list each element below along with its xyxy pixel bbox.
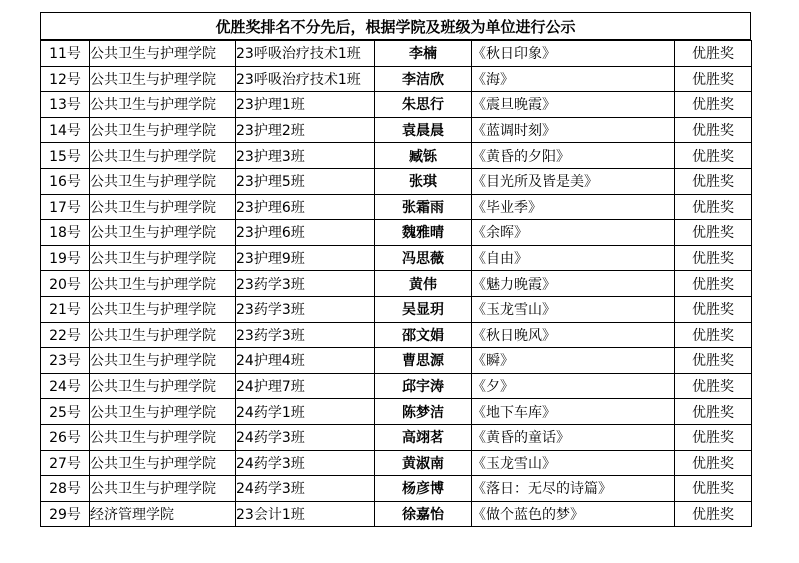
- award-cell: 优胜奖: [675, 296, 752, 322]
- table-row: [41, 245, 752, 271]
- work-title: 《玉龙雪山》: [472, 296, 675, 322]
- table-row: [41, 322, 752, 348]
- college-cell: 公共卫生与护理学院: [90, 322, 236, 348]
- class-cell: 23呼吸治疗技术1班: [236, 66, 375, 92]
- student-name: 张琪: [375, 168, 472, 194]
- student-name: 袁晨晨: [375, 117, 472, 143]
- entry-number: 26号: [41, 424, 90, 450]
- class-cell: 24药学3班: [236, 424, 375, 450]
- award-cell: 优胜奖: [675, 373, 752, 399]
- work-title: 《秋日印象》: [472, 41, 675, 67]
- award-cell: 优胜奖: [675, 245, 752, 271]
- class-cell: 23药学3班: [236, 322, 375, 348]
- work-title: 《震旦晚霞》: [472, 92, 675, 118]
- award-cell: 优胜奖: [675, 322, 752, 348]
- award-cell: 优胜奖: [675, 450, 752, 476]
- work-title: 《魅力晚霞》: [472, 271, 675, 297]
- college-cell: 公共卫生与护理学院: [90, 143, 236, 169]
- student-name: 冯思薇: [375, 245, 472, 271]
- work-title: 《秋日晚风》: [472, 322, 675, 348]
- class-cell: 23药学3班: [236, 296, 375, 322]
- college-cell: 公共卫生与护理学院: [90, 220, 236, 246]
- award-sheet: [40, 12, 751, 527]
- award-cell: 优胜奖: [675, 143, 752, 169]
- entry-number: 12号: [41, 66, 90, 92]
- entry-number: 17号: [41, 194, 90, 220]
- entry-number: 21号: [41, 296, 90, 322]
- student-name: 臧铄: [375, 143, 472, 169]
- work-title: 《夕》: [472, 373, 675, 399]
- student-name: 李洁欣: [375, 66, 472, 92]
- class-cell: 24药学1班: [236, 399, 375, 425]
- sheet-title: 优胜奖排名不分先后，根据学院及班级为单位进行公示: [40, 12, 751, 40]
- student-name: 黄淑南: [375, 450, 472, 476]
- class-cell: 24护理4班: [236, 348, 375, 374]
- college-cell: 公共卫生与护理学院: [90, 476, 236, 502]
- class-cell: 23药学3班: [236, 271, 375, 297]
- student-name: 杨彦博: [375, 476, 472, 502]
- award-cell: 优胜奖: [675, 424, 752, 450]
- student-name: 陈梦洁: [375, 399, 472, 425]
- work-title: 《玉龙雪山》: [472, 450, 675, 476]
- work-title: 《瞬》: [472, 348, 675, 374]
- table-row: [41, 66, 752, 92]
- award-table: [40, 40, 752, 527]
- entry-number: 14号: [41, 117, 90, 143]
- student-name: 徐嘉怡: [375, 501, 472, 527]
- student-name: 李楠: [375, 41, 472, 67]
- work-title: 《落日：无尽的诗篇》: [472, 476, 675, 502]
- entry-number: 16号: [41, 168, 90, 194]
- award-cell: 优胜奖: [675, 220, 752, 246]
- table-row: [41, 296, 752, 322]
- student-name: 吴显玥: [375, 296, 472, 322]
- college-cell: 公共卫生与护理学院: [90, 373, 236, 399]
- work-title: 《黄昏的夕阳》: [472, 143, 675, 169]
- class-cell: 23护理5班: [236, 168, 375, 194]
- award-cell: 优胜奖: [675, 41, 752, 67]
- class-cell: 23护理1班: [236, 92, 375, 118]
- entry-number: 13号: [41, 92, 90, 118]
- college-cell: 公共卫生与护理学院: [90, 348, 236, 374]
- entry-number: 20号: [41, 271, 90, 297]
- table-row: [41, 41, 752, 67]
- student-name: 高翊茗: [375, 424, 472, 450]
- table-row: [41, 476, 752, 502]
- table-row: [41, 168, 752, 194]
- college-cell: 公共卫生与护理学院: [90, 41, 236, 67]
- work-title: 《蓝调时刻》: [472, 117, 675, 143]
- college-cell: 公共卫生与护理学院: [90, 271, 236, 297]
- student-name: 曹思源: [375, 348, 472, 374]
- table-row: [41, 271, 752, 297]
- table-row: [41, 92, 752, 118]
- college-cell: 公共卫生与护理学院: [90, 296, 236, 322]
- work-title: 《自由》: [472, 245, 675, 271]
- award-cell: 优胜奖: [675, 66, 752, 92]
- class-cell: 23护理9班: [236, 245, 375, 271]
- award-cell: 优胜奖: [675, 476, 752, 502]
- work-title: 《海》: [472, 66, 675, 92]
- student-name: 邱宇涛: [375, 373, 472, 399]
- college-cell: 公共卫生与护理学院: [90, 424, 236, 450]
- table-row: [41, 348, 752, 374]
- award-cell: 优胜奖: [675, 399, 752, 425]
- student-name: 黄伟: [375, 271, 472, 297]
- award-cell: 优胜奖: [675, 117, 752, 143]
- award-cell: 优胜奖: [675, 501, 752, 527]
- work-title: 《毕业季》: [472, 194, 675, 220]
- class-cell: 23护理6班: [236, 194, 375, 220]
- college-cell: 公共卫生与护理学院: [90, 450, 236, 476]
- college-cell: 公共卫生与护理学院: [90, 92, 236, 118]
- work-title: 《地下车库》: [472, 399, 675, 425]
- table-row: [41, 399, 752, 425]
- college-cell: 公共卫生与护理学院: [90, 245, 236, 271]
- table-row: [41, 501, 752, 527]
- student-name: 张霜雨: [375, 194, 472, 220]
- college-cell: 经济管理学院: [90, 501, 236, 527]
- table-row: [41, 143, 752, 169]
- table-row: [41, 220, 752, 246]
- table-row: [41, 117, 752, 143]
- table-row: [41, 424, 752, 450]
- class-cell: 24护理7班: [236, 373, 375, 399]
- college-cell: 公共卫生与护理学院: [90, 399, 236, 425]
- entry-number: 11号: [41, 41, 90, 67]
- class-cell: 23会计1班: [236, 501, 375, 527]
- college-cell: 公共卫生与护理学院: [90, 66, 236, 92]
- table-row: [41, 373, 752, 399]
- award-cell: 优胜奖: [675, 348, 752, 374]
- student-name: 邵文娟: [375, 322, 472, 348]
- class-cell: 24药学3班: [236, 476, 375, 502]
- entry-number: 15号: [41, 143, 90, 169]
- class-cell: 23护理2班: [236, 117, 375, 143]
- entry-number: 24号: [41, 373, 90, 399]
- student-name: 魏雅晴: [375, 220, 472, 246]
- table-row: [41, 194, 752, 220]
- table-row: [41, 450, 752, 476]
- college-cell: 公共卫生与护理学院: [90, 117, 236, 143]
- class-cell: 23呼吸治疗技术1班: [236, 41, 375, 67]
- entry-number: 25号: [41, 399, 90, 425]
- entry-number: 27号: [41, 450, 90, 476]
- class-cell: 23护理3班: [236, 143, 375, 169]
- work-title: 《黄昏的童话》: [472, 424, 675, 450]
- work-title: 《余晖》: [472, 220, 675, 246]
- college-cell: 公共卫生与护理学院: [90, 194, 236, 220]
- award-table-body: [41, 41, 752, 527]
- work-title: 《目光所及皆是美》: [472, 168, 675, 194]
- class-cell: 24药学3班: [236, 450, 375, 476]
- college-cell: 公共卫生与护理学院: [90, 168, 236, 194]
- award-cell: 优胜奖: [675, 92, 752, 118]
- entry-number: 28号: [41, 476, 90, 502]
- entry-number: 29号: [41, 501, 90, 527]
- work-title: 《做个蓝色的梦》: [472, 501, 675, 527]
- student-name: 朱思行: [375, 92, 472, 118]
- entry-number: 23号: [41, 348, 90, 374]
- entry-number: 22号: [41, 322, 90, 348]
- award-cell: 优胜奖: [675, 194, 752, 220]
- class-cell: 23护理6班: [236, 220, 375, 246]
- award-cell: 优胜奖: [675, 168, 752, 194]
- entry-number: 19号: [41, 245, 90, 271]
- entry-number: 18号: [41, 220, 90, 246]
- award-cell: 优胜奖: [675, 271, 752, 297]
